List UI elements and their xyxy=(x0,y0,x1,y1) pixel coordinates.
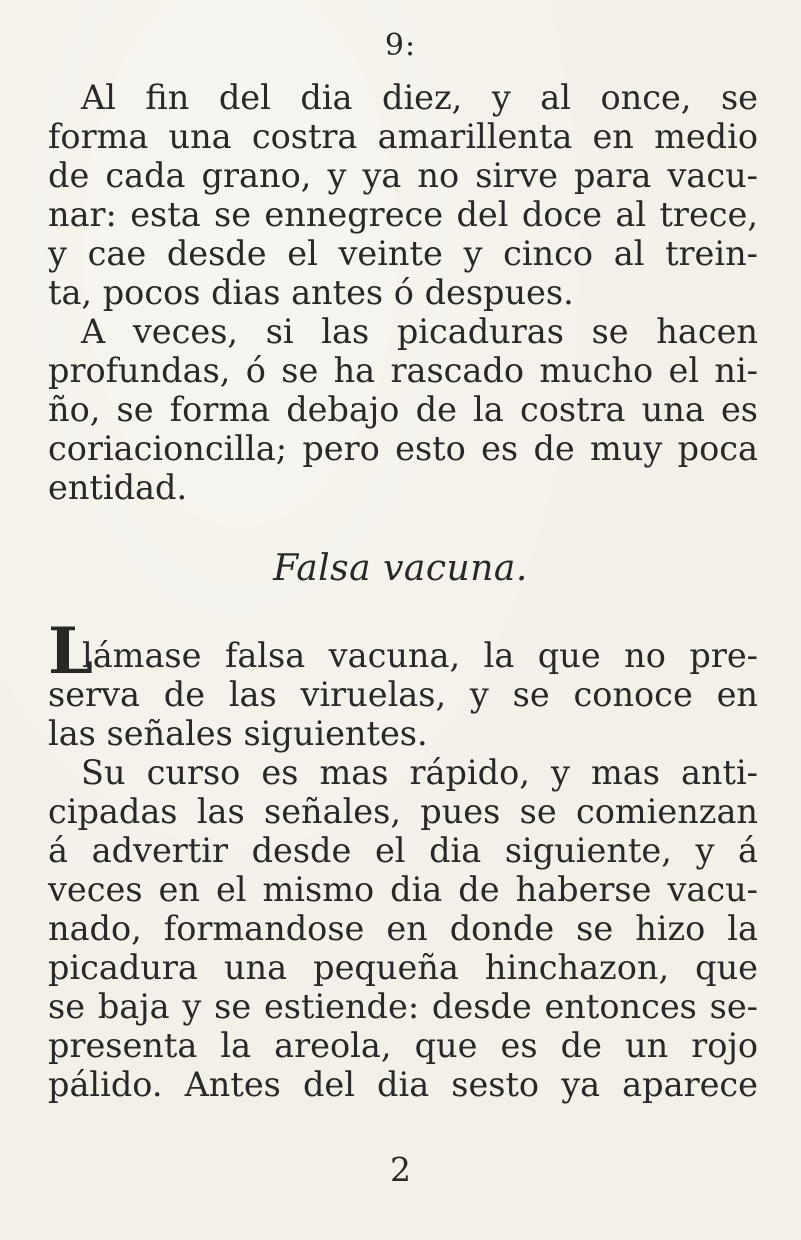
text-line: profundas, ó se ha rascado mucho el ni- xyxy=(48,351,758,390)
text-line: á advertir desde el dia siguiente, y á xyxy=(48,831,758,870)
text-line: serva de las viruelas, y se conoce en xyxy=(48,675,758,714)
text-line: nar: esta se ennegrece del doce al trece, xyxy=(48,195,758,234)
section-heading: Falsa vacuna. xyxy=(273,548,528,589)
text-line: ño, se forma debajo de la costra una es xyxy=(48,390,758,429)
body-text-bottom xyxy=(48,614,758,1104)
text-line: nado, formandose en donde se hizo la xyxy=(48,909,758,948)
text-line xyxy=(48,614,758,689)
text-line-content: lámase falsa vacuna, la que no pre- xyxy=(82,636,758,675)
text-line: Su curso es mas rápido, y mas anti- xyxy=(81,753,758,792)
text-line: y cae desde el veinte y cinco al trein- xyxy=(48,234,758,273)
text-line: entidad. xyxy=(48,468,188,507)
text-line: presenta la areola, que es de un rojo xyxy=(48,1026,758,1065)
text-line: se baja y se estiende: desde entonces se- xyxy=(48,987,758,1026)
text-line: cipadas las señales, pues se comienzan xyxy=(48,792,758,831)
text-line: de cada grano, y ya no sirve para vacu- xyxy=(48,156,758,195)
body-text-top xyxy=(48,78,758,507)
text-line: veces en el mismo dia de haberse vacu- xyxy=(48,870,758,909)
text-line: coriacioncilla; pero esto es de muy poca xyxy=(48,429,758,468)
text-line: A veces, si las picaduras se hacen xyxy=(81,312,758,351)
text-line: pálido. Antes del dia sesto ya aparece xyxy=(48,1065,758,1104)
drop-cap: L xyxy=(48,614,93,689)
text-line: picadura una pequeña hinchazon, que xyxy=(48,948,758,987)
signature-mark: 2 xyxy=(390,1150,411,1189)
text-line: ta, pocos dias antes ó despues. xyxy=(48,273,574,312)
page-number: 9: xyxy=(384,28,417,63)
text-line: las señales siguientes. xyxy=(48,714,428,753)
text-line: Al fin del dia diez, y al once, se xyxy=(81,78,758,117)
text-line: forma una costra amarillenta en medio xyxy=(48,117,758,156)
